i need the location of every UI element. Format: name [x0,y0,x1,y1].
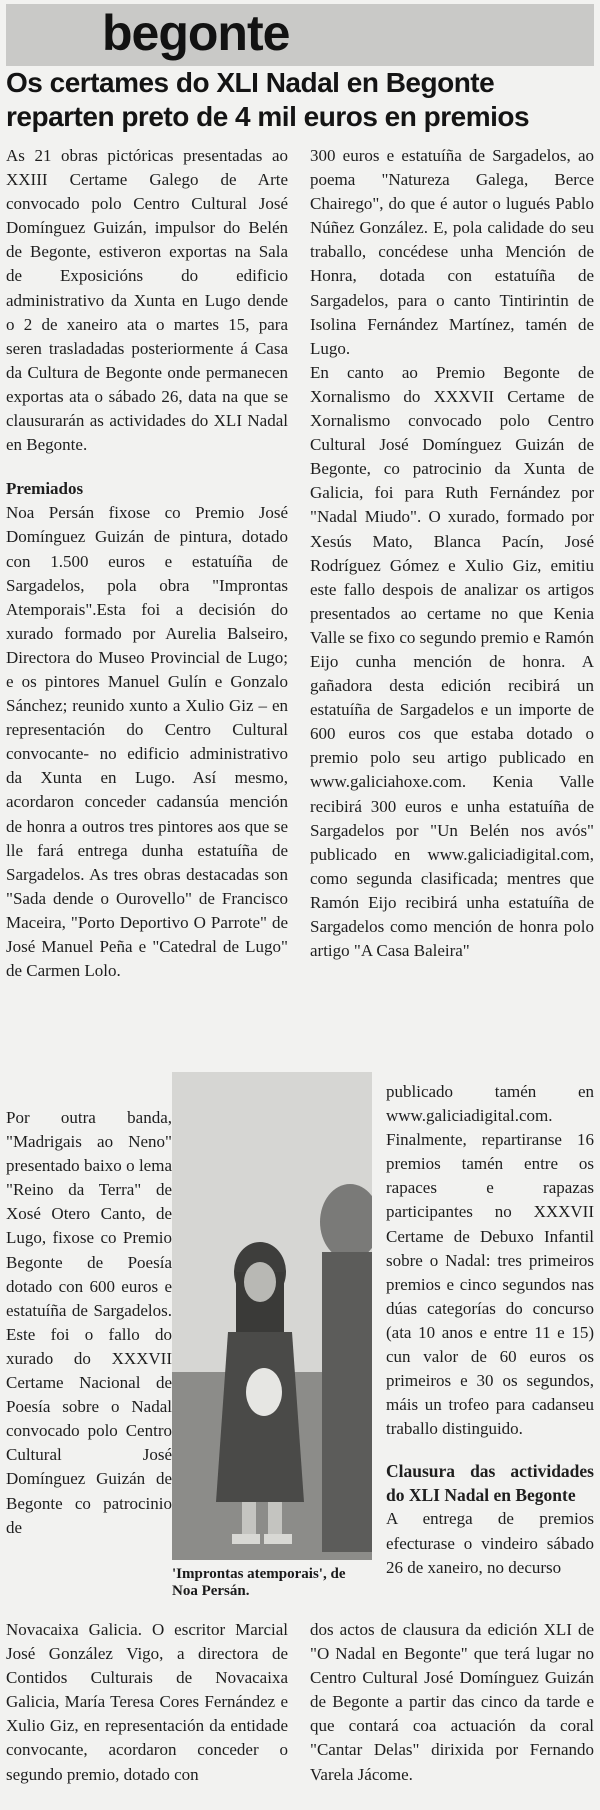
left-narrow-column [6,1106,172,1540]
photo-caption: 'Improntas atemporais', de Noa Persán. [172,1566,346,1599]
debuxo-paragraph: publicado tamén en www.galiciadigital.com. Finalmente, repartiranse 16 premios tamén entre os rapaces e rapazas participantes no XXXVII Certame de Debuxo Infantil sobre o Nadal: tres primeiros premios e cinco segundos nas dúas categorías do concurso (ata 10 anos e entre 11 e 15) cun valor de 60 euros os primeiros e 30 os segundos, máis un trofeo para cadanseu traballo distinguido. [386,1082,594,1439]
left-column [6,144,288,983]
left-bottom-column [6,1618,288,1787]
section-bar [6,4,594,66]
painting-photo-icon [172,1072,372,1560]
painting-photo [172,1072,372,1560]
clausura-continued-paragraph: dos actos de clausura da edición XLI de "O Nadal en Begonte" que terá lugar no Centro Cultural José Domínguez Guizán de Begonte a partir das cinco da tarde e que contará coa actuación da coral "Cantar Delas" dirixida por Fernando Varela Jácome. [310,1620,594,1784]
poesia-continued-paragraph: Novacaixa Galicia. O escritor Marcial José González Vigo, a directora de Contidos Culturais de Novacaixa Galicia, María Teresa Cores Fernández e Xulio Giz, en representación da entidade convocante, acordaron conceder o segundo premio, dotado con [6,1620,288,1784]
subhead-premiados: Premiados [6,479,84,499]
poesia-second-paragraph: 300 euros e estatuíña de Sargadelos, ao poema "Natureza Galega, Berce Chairego", do que é autor o lugués Pablo Núñez González. E, pola calidade do seu traballo, concédese unha Mención de Honra, dotada con estatuíña de Sargadelos, para o canto Tintirintin de Isolina Fernández Martínez, tamén de Lugo. [310,146,594,358]
right-narrow-column [386,1080,594,1580]
headline: Os certames do XLI Nadal en Begonte reparten preto de 4 mil euros en premios [6,67,530,132]
clausura-paragraph: A entrega de premios efecturase o vindeiro sábado 26 de xaneiro, no decurso [386,1509,594,1577]
xornalismo-paragraph: En canto ao Premio Begonte de Xornalismo do XXXVII Certame de Xornalismo convocado polo Centro Cultural José Domínguez Guizán de Begonte, co patrocinio da Xunta de Galicia, foi para Ruth Fernández por "Nadal Miudo". O xurado, formado por Xesús Mato, Blanca Pacín, José Rodríguez Gómez e Xulio Giz, emitiu este fallo despois de analizar os artigos presentados ao certame no que Kenia Valle se fixo co segundo premio e Ramón Eijo cunha mención de honra. A gañadora desta edición recibirá un estatuíña de Sargadelos e un importe de 600 euros cos que estaba dotado o premio polo seu artigo publicado en www.galiciahoxe.com. Kenia Valle recibirá 300 euros e unha estatuíña de Sargadelos por "Un Belén nos avós" publicado en www.galiciadigital.com, como segunda clasificada; mentres que Ramón Eijo recibirá unha estatuíña de Sargadelos como mención de honra polo artigo "A Casa Baleira" [310,362,594,961]
premiados-paragraph: Noa Persán fixose co Premio José Domínguez Guizán de pintura, dotado con 1.500 euros e estatuíña de Sargadelos, pola obra "Improntas Atemporais".Esta foi a decisión do xurado formado por Aurelia Balseiro, Directora do Museo Provincial de Lugo; e os pintores Manuel Gulín e Gonzalo Sánchez; reunido xunto a Xulio Giz – en representación do Centro Cultural convocante- no edificio administrativo da Xunta en Lugo. Así mesmo, acordaron conceder cadansúa mención de honra a outros tres pintores aos que se lle fará entrega dunha estatuíña de Sargadelos. As tres obras destacadas son "Sada dende o Ourovello" de Francisco Maceira, "Porto Deportivo O Parrote" de José Manuel Peña e "Catedral de Lugo" de Carmen Lolo. [6,503,288,981]
right-column [310,144,594,963]
intro-paragraph: As 21 obras pictóricas presentadas ao XXIII Certame Galego de Arte convocado polo Centro Cultural José Domínguez Guizán, impulsor do Belén de Begonte, estiveron exportas na Sala de Exposicións do edificio administrativo da Xunta en Lugo dende o 2 de xaneiro ata o martes 15, para seren trasladadas posteriormente á Casa da Cultura de Begonte onde permanecen exportas ata o sábado 26, data na que se clausurarán as actividades do XLI Nadal en Begonte. [6,146,288,455]
right-bottom-column [310,1618,594,1787]
poesia-paragraph: Por outra banda, "Madrigais ao Neno" presentado baixo o lema "Reino da Terra" de Xosé Otero Canto, de Lugo, fixose co Premio Begonte de Poesía dotado con 600 euros e estatuíña de Sargadelos. Este foi o fallo do xurado do XXXVII Certame Nacional de Poesía sobre o Nadal convocado polo Centro Cultural José Domínguez Guizán de Begonte co patrocinio de [6,1108,172,1537]
subhead-clausura: Clausura das actividades do XLI Nadal en Begonte [386,1461,594,1506]
section-name: begonte [102,5,290,61]
